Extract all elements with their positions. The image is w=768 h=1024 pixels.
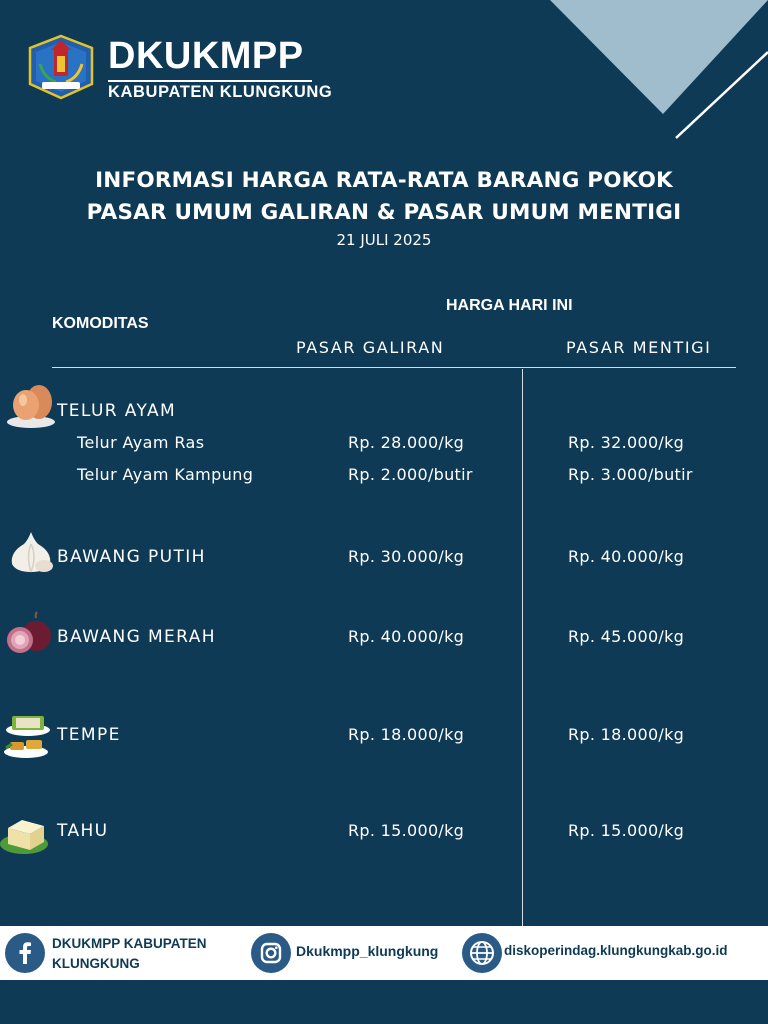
logo-icon	[26, 34, 96, 100]
price-mentigi: Rp. 15.000/kg	[568, 821, 685, 840]
tofu-icon	[0, 806, 54, 860]
price-galiran: Rp. 18.000/kg	[348, 725, 465, 744]
col-commodity-header: KOMODITAS	[52, 315, 149, 332]
page-title-line2: PASAR UMUM GALIRAN & PASAR UMUM MENTIGI	[86, 200, 682, 225]
facebook-icon[interactable]	[5, 933, 45, 973]
column-divider	[522, 369, 523, 926]
item-telur-ayam-ras: Telur Ayam Ras	[77, 433, 205, 452]
egg-icon	[4, 378, 58, 432]
price-mentigi: Rp. 40.000/kg	[568, 547, 685, 566]
tempeh-icon	[2, 708, 56, 762]
price-mentigi: Rp. 32.000/kg	[568, 433, 685, 452]
brand-title: DKUKMPP	[108, 35, 304, 77]
col-mentigi-header: PASAR MENTIGI	[566, 338, 712, 357]
facebook-line1: DKUKMPP KABUPATEN	[52, 936, 207, 951]
header-divider	[52, 367, 736, 368]
category-bawang-putih: BAWANG PUTIH	[57, 547, 206, 567]
instagram-link[interactable]: Dkukmpp_klungkung	[296, 943, 439, 959]
instagram-icon[interactable]	[251, 933, 291, 973]
price-mentigi: Rp. 3.000/butir	[568, 465, 693, 484]
brand-underline	[108, 80, 312, 82]
price-galiran: Rp. 2.000/butir	[348, 465, 473, 484]
price-galiran: Rp. 28.000/kg	[348, 433, 465, 452]
category-tahu: TAHU	[57, 821, 109, 841]
category-tempe: TEMPE	[57, 725, 121, 745]
footer-bar	[0, 926, 768, 980]
shallot-icon	[2, 610, 56, 664]
page-title-line1: INFORMASI HARGA RATA-RATA BARANG POKOK	[95, 168, 673, 193]
brand-subtitle: KABUPATEN KLUNGKUNG	[108, 83, 333, 101]
category-bawang-merah: BAWANG MERAH	[57, 627, 216, 647]
facebook-line2: KLUNGKUNG	[52, 956, 140, 971]
price-mentigi: Rp. 45.000/kg	[568, 627, 685, 646]
price-mentigi: Rp. 18.000/kg	[568, 725, 685, 744]
facebook-link[interactable]	[52, 934, 207, 974]
page-date: 21 JULI 2025	[336, 231, 432, 249]
globe-icon[interactable]	[462, 933, 502, 973]
price-galiran: Rp. 40.000/kg	[348, 627, 465, 646]
item-telur-ayam-kampung: Telur Ayam Kampung	[77, 465, 254, 484]
col-galiran-header: PASAR GALIRAN	[296, 338, 445, 357]
category-telur-ayam: TELUR AYAM	[57, 401, 177, 421]
price-group-header: HARGA HARI INI	[446, 297, 573, 314]
price-galiran: Rp. 30.000/kg	[348, 547, 465, 566]
garlic-icon	[4, 528, 58, 582]
price-galiran: Rp. 15.000/kg	[348, 821, 465, 840]
website-link[interactable]: diskoperindag.klungkungkab.go.id	[504, 943, 728, 958]
